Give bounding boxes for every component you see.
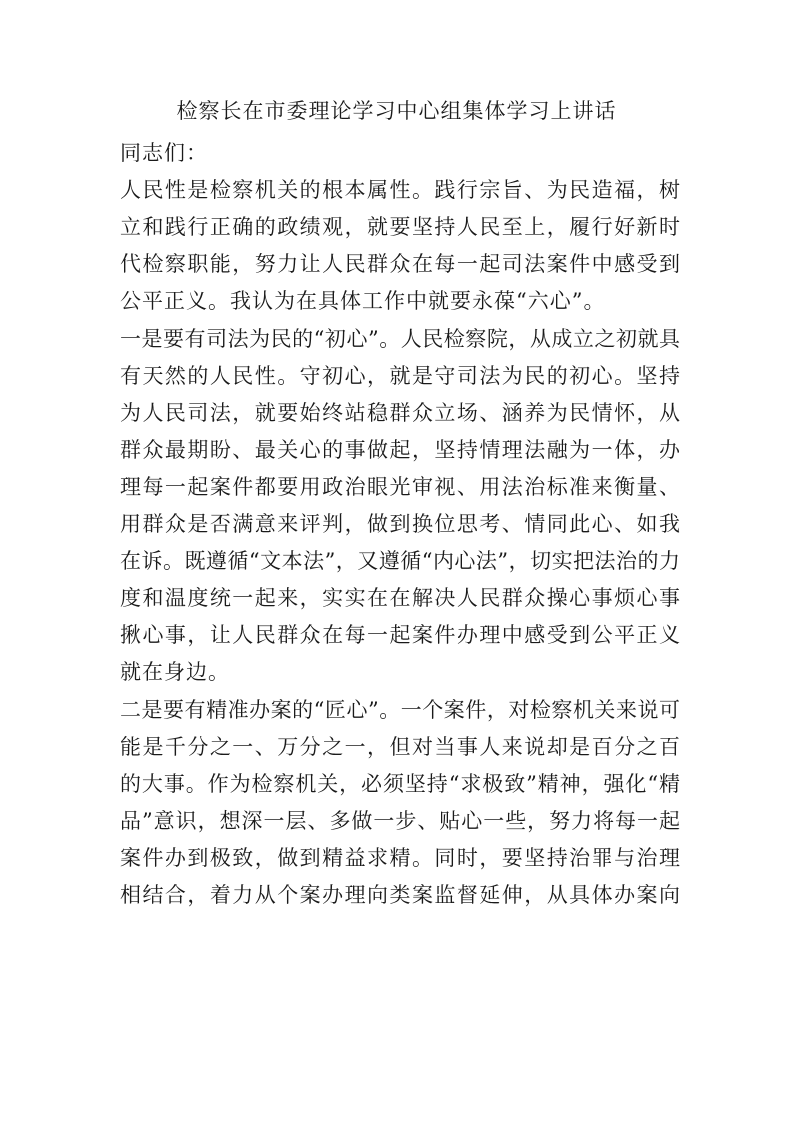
- text-line: 立和践行正确的政绩观，就要坚持人民至上，履行好新时: [120, 215, 680, 240]
- text-line: 在诉。既遵循“文本法”，又遵循“内心法”，切实把法治的力: [120, 549, 680, 574]
- text-line: 案件办到极致，做到精益求精。同时，要坚持治罪与治理: [120, 845, 680, 870]
- text-line: 代检察职能，努力让人民群众在每一起司法案件中感受到: [120, 252, 680, 277]
- text-line: 同志们：: [120, 141, 208, 165]
- document-title: 检察长在市委理论学习中心组集体学习上讲话: [176, 99, 617, 123]
- text-line: 有天然的人民性。守初心，就是守司法为民的初心。坚持: [120, 363, 680, 388]
- text-line: 揪心事，让人民群众在每一起案件办理中感受到公平正义: [120, 623, 680, 648]
- text-line: 人民性是检察机关的根本属性。践行宗旨、为民造福，树: [120, 178, 680, 203]
- text-line: 品”意识，想深一层、多做一步、贴心一些，努力将每一起: [120, 808, 680, 833]
- text-line: 理每一起案件都要用政治眼光审视、用法治标准来衡量、: [120, 474, 680, 499]
- text-line: 二是要有精准办案的“匠心”。一个案件，对检察机关来说可: [120, 697, 680, 722]
- text-line: 为人民司法，就要始终站稳群众立场、涵养为民情怀，从: [120, 400, 680, 425]
- text-line: 群众最期盼、最关心的事做起，坚持情理法融为一体，办: [120, 437, 680, 462]
- text-line: 相结合，着力从个案办理向类案监督延伸，从具体办案向: [120, 883, 680, 907]
- text-line: 度和温度统一起来，实实在在解决人民群众操心事烦心事: [120, 586, 680, 611]
- text-line: 用群众是否满意来评判，做到换位思考、情同此心、如我: [120, 512, 680, 536]
- text-line: 就在身边。: [120, 660, 230, 685]
- text-line: 一是要有司法为民的“初心”。人民检察院，从成立之初就具: [120, 326, 680, 351]
- text-line: 的大事。作为检察机关，必须坚持“求极致”精神，强化“精: [120, 771, 680, 796]
- text-line: 公平正义。我认为在具体工作中就要永葆“六心”。: [120, 289, 606, 314]
- text-line: 能是千分之一、万分之一，但对当事人来说却是百分之百: [120, 734, 680, 759]
